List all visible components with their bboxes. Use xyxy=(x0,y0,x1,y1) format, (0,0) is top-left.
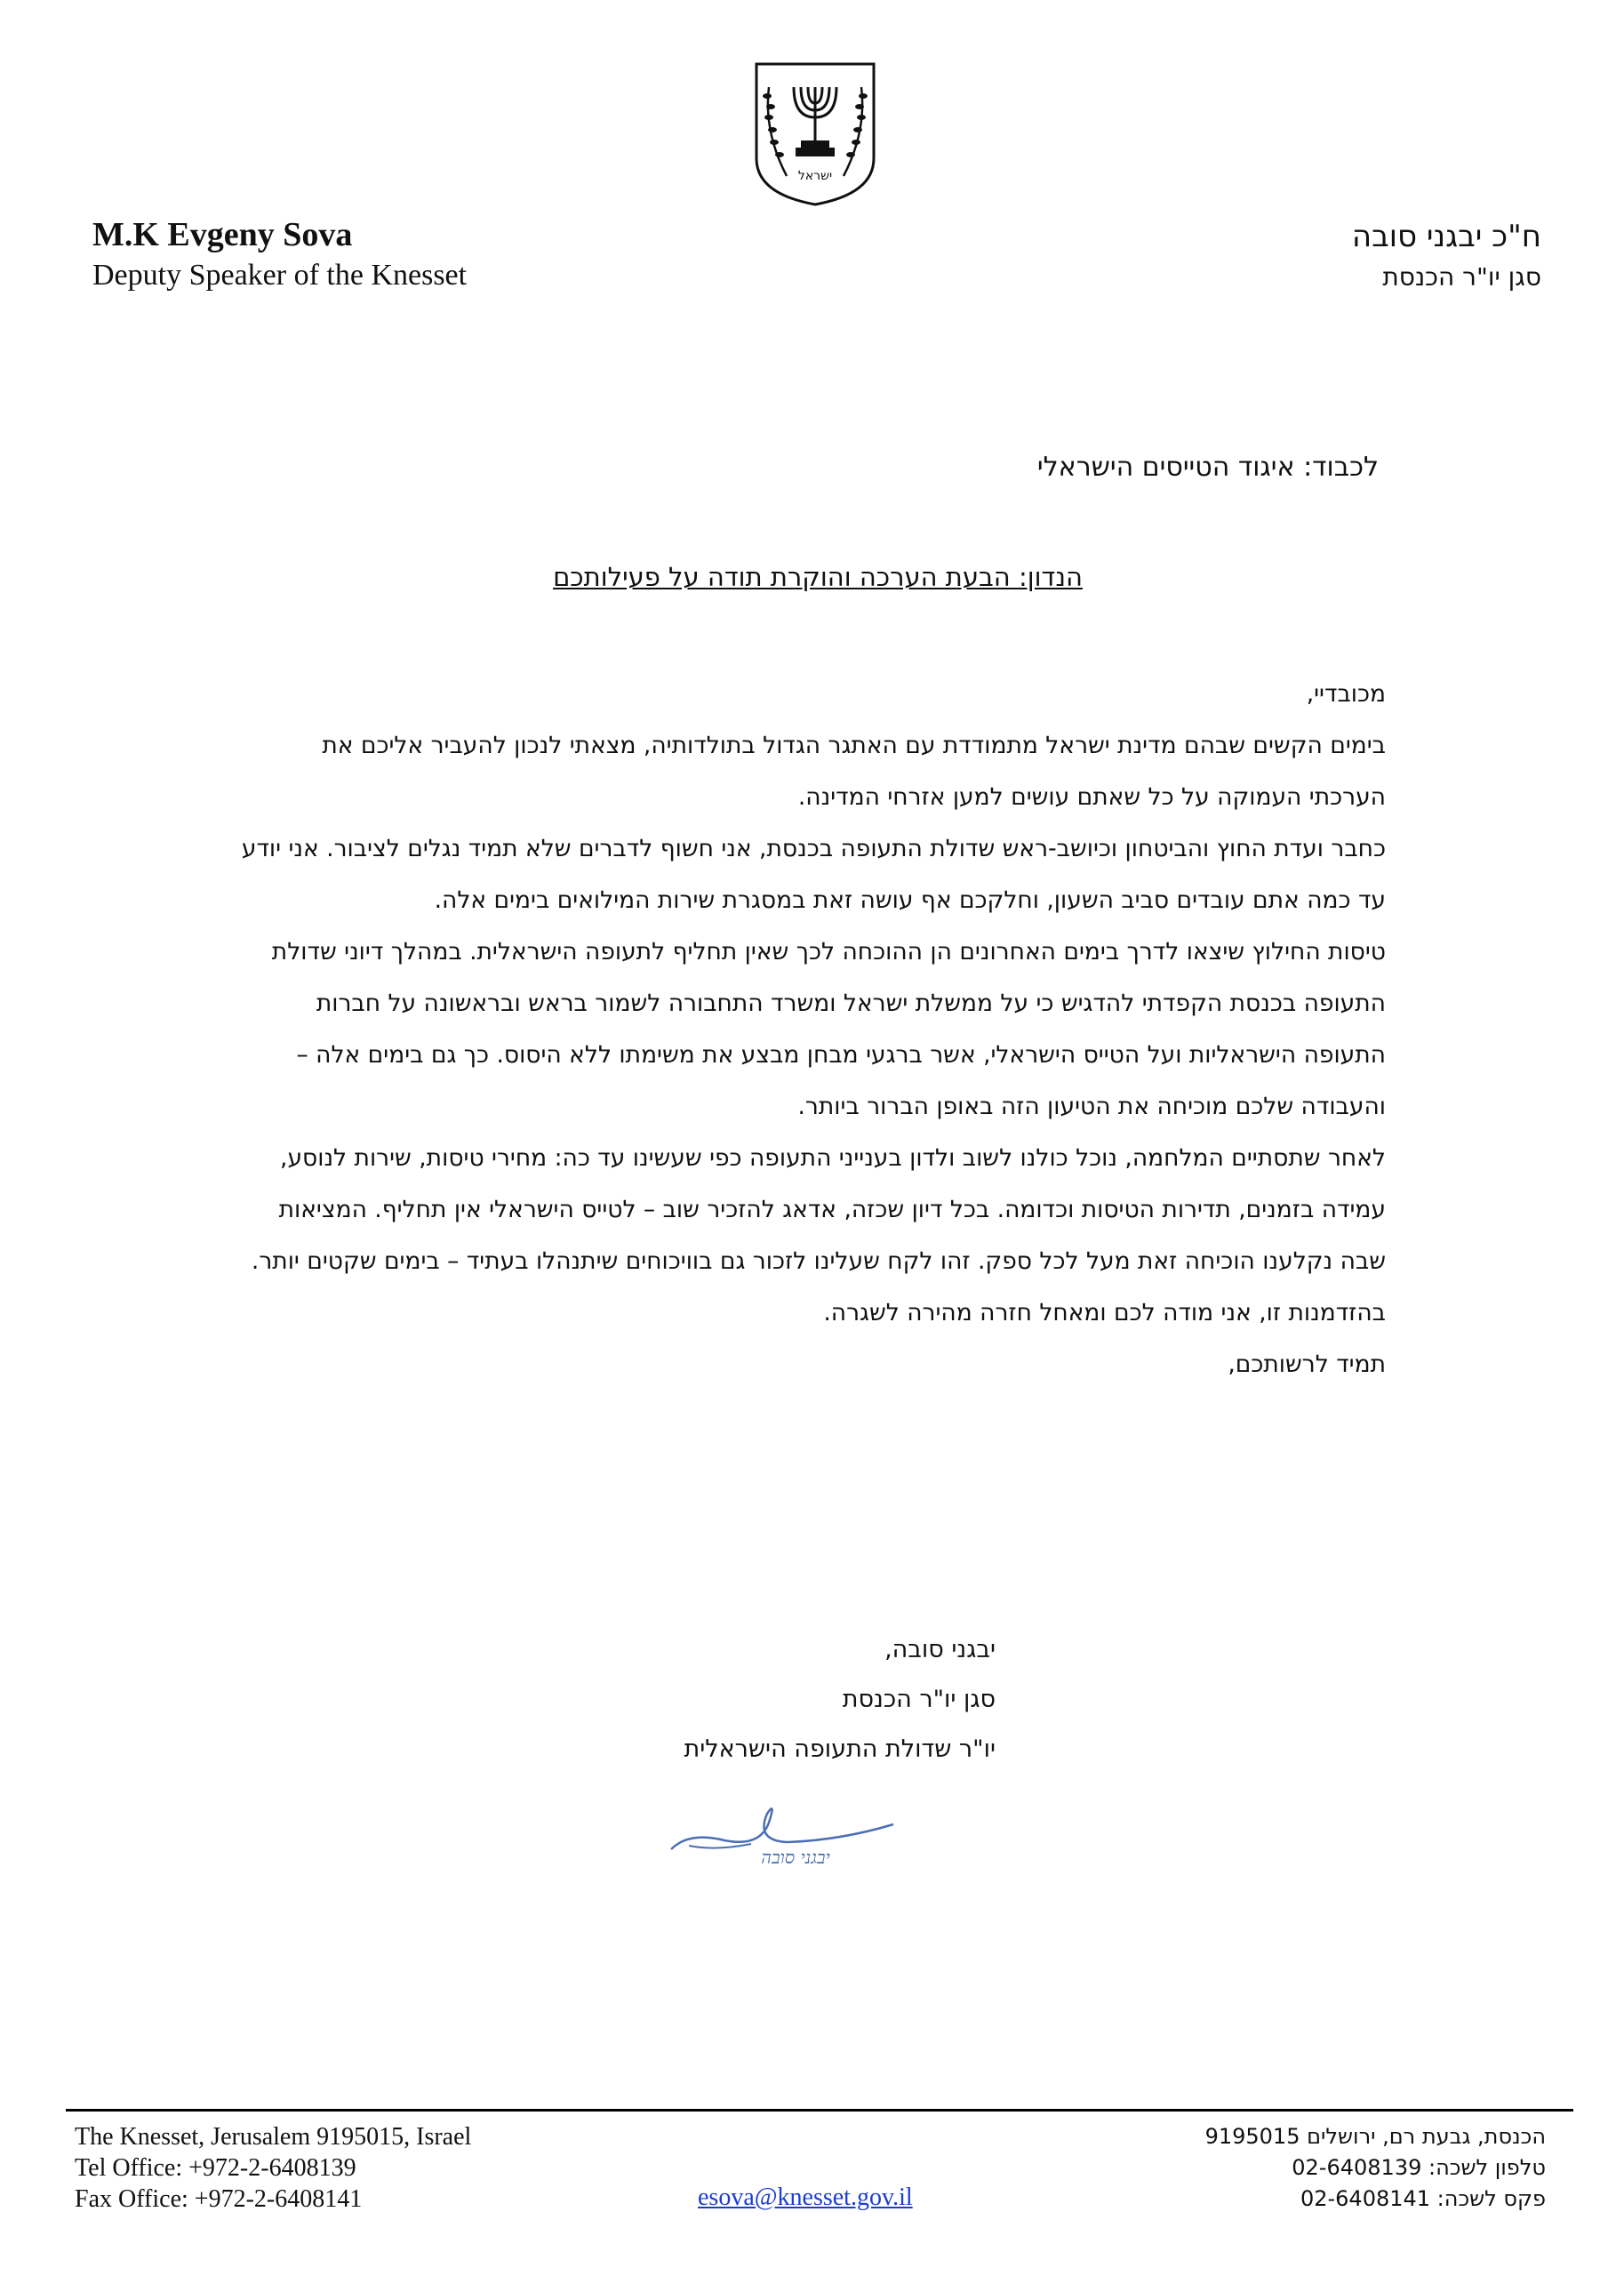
sender-title-he: סגן יו"ר הכנסת xyxy=(1382,262,1541,292)
footer-tel-en: Tel Office: +972-2-6408139 xyxy=(75,2154,356,2182)
paragraph: כחבר ועדת החוץ והביטחון וכיושב-ראש שדולת התעופה בכנסת, אני חשוף לדברים שלא תמיד נגלים לציבור. אני יודע עד כמה אתם עובדים סביב השעון, וחלקכם אף עושה זאת במסגרת שירות המילואים בימים אלה. xyxy=(241,835,1386,914)
signer-title: סגן יו"ר הכנסת xyxy=(842,1686,996,1713)
footer-tel-he: טלפון לשכה: 02-6408139 xyxy=(1292,2155,1546,2180)
footer-address-en: The Knesset, Jerusalem 9195015, Israel xyxy=(75,2123,472,2151)
sender-name-en: M.K Evgeny Sova xyxy=(92,216,353,253)
signer-role: יו"ר שדולת התעופה הישראלית xyxy=(684,1735,996,1763)
greeting: מכובדיי, xyxy=(1306,680,1386,708)
svg-text:ישראל: ישראל xyxy=(797,169,833,183)
subject-line: הנדון: הבעת הערכה והוקרת תודה על פעילותכם xyxy=(553,562,1083,592)
signer-name: יבגני סובה, xyxy=(884,1636,996,1663)
footer-divider xyxy=(66,2109,1573,2112)
paragraph: טיסות החילוץ שיצאו לדרך בימים האחרונים הן ההוכחה לכך שאין תחליף לתעופה הישראלית. במהלך דיוני שדולת התעופה בכנסת הקפדתי להדגיש כי על ממשלת ישראל ומשרד התחבורה לשמור בראש ובראשונה על חברות התעופה הישראליות ועל הטייס הישראלי, אשר ברגעי מבחן מבצע את משימתו ללא היסוס. כך גם בימים אלה – והעבודה שלכם מוכיחה את הטיעון הזה באופן הברור ביותר. xyxy=(271,938,1386,1120)
state-emblem xyxy=(751,60,879,208)
paragraph: לאחר שתסתיים המלחמה, נוכל כולנו לשוב ולדון בענייני התעופה כפי שעשינו עד כה: מחירי טיסות, שירות לנוסע, עמידה בזמנים, תדירות הטיסות וכדומה. בכל דיון שכזה, אדאג להזכיר שוב – לטייס הישראלי אין תחליף. המציאות שבה נקלענו הוכיחה זאת מעל לכל ספק. זהו לקח שעלינו לזכור גם בוויכוחים שיתנהלו בעתיד – בימים שקטים יותר. xyxy=(251,1144,1386,1275)
footer-address-he: הכנסת, גבעת רם, ירושלים 9195015 xyxy=(1204,2124,1546,2149)
closing: תמיד לרשותכם, xyxy=(1228,1350,1386,1378)
footer-fax-he: פקס לשכה: 02-6408141 xyxy=(1300,2186,1546,2211)
paragraph: בימים הקשים שבהם מדינת ישראל מתמודדת עם האתגר הגדול בתולדותיה, מצאתי לנכון להעביר אליכם את הערכתי העמוקה על כל שאתם עושים למען אזרחי המדינה. xyxy=(322,732,1386,811)
paragraph: בהזדמנות זו, אני מודה לכם ומאחל חזרה מהירה לשגרה. xyxy=(823,1299,1386,1326)
svg-text:יבגני סובה: יבגני סובה xyxy=(761,1847,830,1868)
sender-title-en: Deputy Speaker of the Knesset xyxy=(92,259,468,292)
footer-hebrew xyxy=(1205,2121,1546,2215)
handwritten-signature xyxy=(662,1778,902,1876)
footer-fax-en: Fax Office: +972-2-6408141 xyxy=(75,2185,363,2213)
signature-block xyxy=(498,1625,996,1775)
email-link[interactable]: esova@knesset.gov.il xyxy=(698,2184,913,2211)
footer-english xyxy=(75,2121,471,2215)
header-english xyxy=(92,213,467,295)
letter-body xyxy=(238,669,1386,1390)
header-hebrew xyxy=(1352,215,1541,297)
sender-name-he: ח"כ יבגני סובה xyxy=(1351,219,1541,254)
recipient-line: לכבוד: איגוד הטייסים הישראלי xyxy=(1036,452,1379,483)
